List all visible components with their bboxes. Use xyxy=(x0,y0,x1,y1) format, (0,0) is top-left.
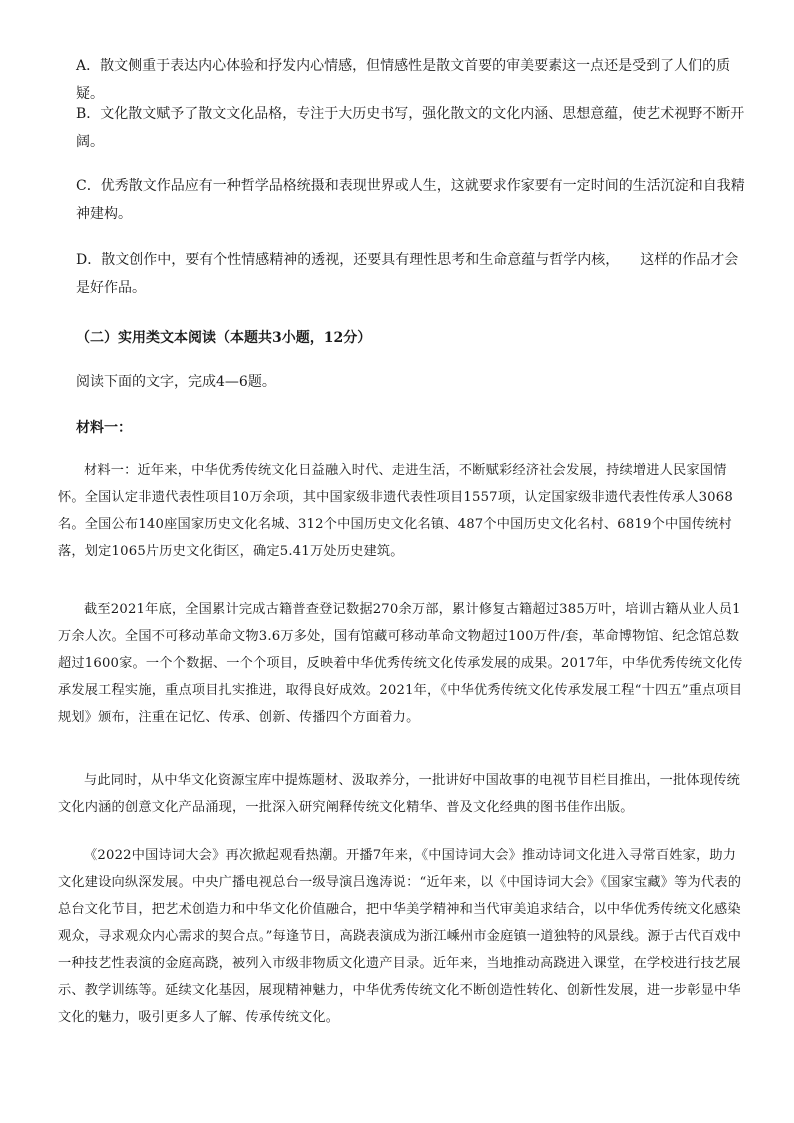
paragraph-2-text: 截至2021年底，全国累计完成古籍普查登记数据270余万部，累计修复古籍超过385万叶，培训古籍从业人员1万余人次。全国不可移动革命文物3.6万多处，国有馆藏可移动革命文物超过100万件/套，革命博物馆、纪念馆总数超过1600家。一个个数据、一个个项目，反映着中华优秀传统文化传承发展的成果。2017年，中华优秀传统文化传承发展工程实施，重点项目扎实推进，取得良好成效。2021年，《中华优秀传统文化传承发展工程“十四五”重点项目规划》颁布，注重在记忆、传承、创新、传播四个方面着力。 xyxy=(58,602,743,725)
section-heading xyxy=(76,326,750,350)
paragraph-3 xyxy=(58,767,748,821)
material-label-text: 材料一： xyxy=(76,420,132,436)
option-d-text: D．散文创作中，要有个性情感精神的透视，还要具有理性思考和生命意蕴与哲学内核， 这样的作品才会是好作品。 xyxy=(76,252,739,296)
section-heading-text: （二）实用类文本阅读（本题共3小题，12分） xyxy=(76,330,372,346)
option-c-text: C．优秀散文作品应有一种哲学品格统摄和表现世界或人生，这就要求作家要有一定时间的生活沉淀和自我精神建构。 xyxy=(76,178,745,222)
option-c[interactable] xyxy=(76,172,750,228)
paragraph-4 xyxy=(58,842,748,1031)
paragraph-4-text: 《2022中国诗词大会》再次掀起观看热潮。开播7年来，《中国诗词大会》推动诗词文化进入寻常百姓家，助力文化建设向纵深发展。中央广播电视总台一级导演吕逸涛说：“近年来，以《中国诗词大会》《国家宝藏》等为代表的总台文化节目，把艺术创造力和中华文化价值融合，把中华美学精神和当代审美追求结合，以中华优秀传统文化感染观众，寻求观众内心需求的契合点。”每逢节日，高跷表演成为浙江嵊州市金庭镇一道独特的风景线。源于古代百戏中一种技艺性表演的金庭高跷，被列入市级非物质文化遗产目录。近年来，当地推动高跷进入课堂，在学校进行技艺展示、教学训练等。延续文化基因，展现精神魅力，中华优秀传统文化不断创造性转化、创新性发展，进一步彰显中华文化的魅力，吸引更多人了解、传承传统文化。 xyxy=(58,848,742,1025)
option-a-text: A．散文侧重于表达内心体验和抒发内心情感，但情感性是散文首要的审美要素这一点还是受到了人们的质疑。 xyxy=(76,58,731,102)
paragraph-2 xyxy=(58,596,748,731)
paragraph-1 xyxy=(58,457,748,565)
option-b-text: B．文化散文赋予了散文文化品格，专注于大历史书写，强化散文的文化内涵、思想意蕴，使艺术视野不断开阔。 xyxy=(76,106,745,150)
paragraph-3-text: 与此同时，从中华文化资源宝库中提炼题材、汲取养分，一批讲好中国故事的电视节目栏目推出，一批体现传统文化内涵的创意文化产品涌现，一批深入研究阐释传统文化精华、普及文化经典的图书佳作出版。 xyxy=(58,773,740,815)
instruction-text: 阅读下面的文字，完成4—6题。 xyxy=(76,374,276,390)
material-label xyxy=(76,416,750,440)
option-d[interactable] xyxy=(76,246,750,302)
option-b[interactable] xyxy=(76,100,750,156)
instruction xyxy=(76,370,750,394)
paragraph-1-text: 材料一：近年来，中华优秀传统文化日益融入时代、走进生活，不断赋彩经济社会发展，持续增进人民家国情怀。全国认定非遗代表性项目10万余项，其中国家级非遗代表性项目1557项，认定国家级非遗代表性传承人3068名。全国公布140座国家历史文化名城、312个中国历史文化名镇、487个中国历史文化名村、6819个中国传统村落，划定1065片历史文化街区，确定5.41万处历史建筑。 xyxy=(58,463,733,559)
